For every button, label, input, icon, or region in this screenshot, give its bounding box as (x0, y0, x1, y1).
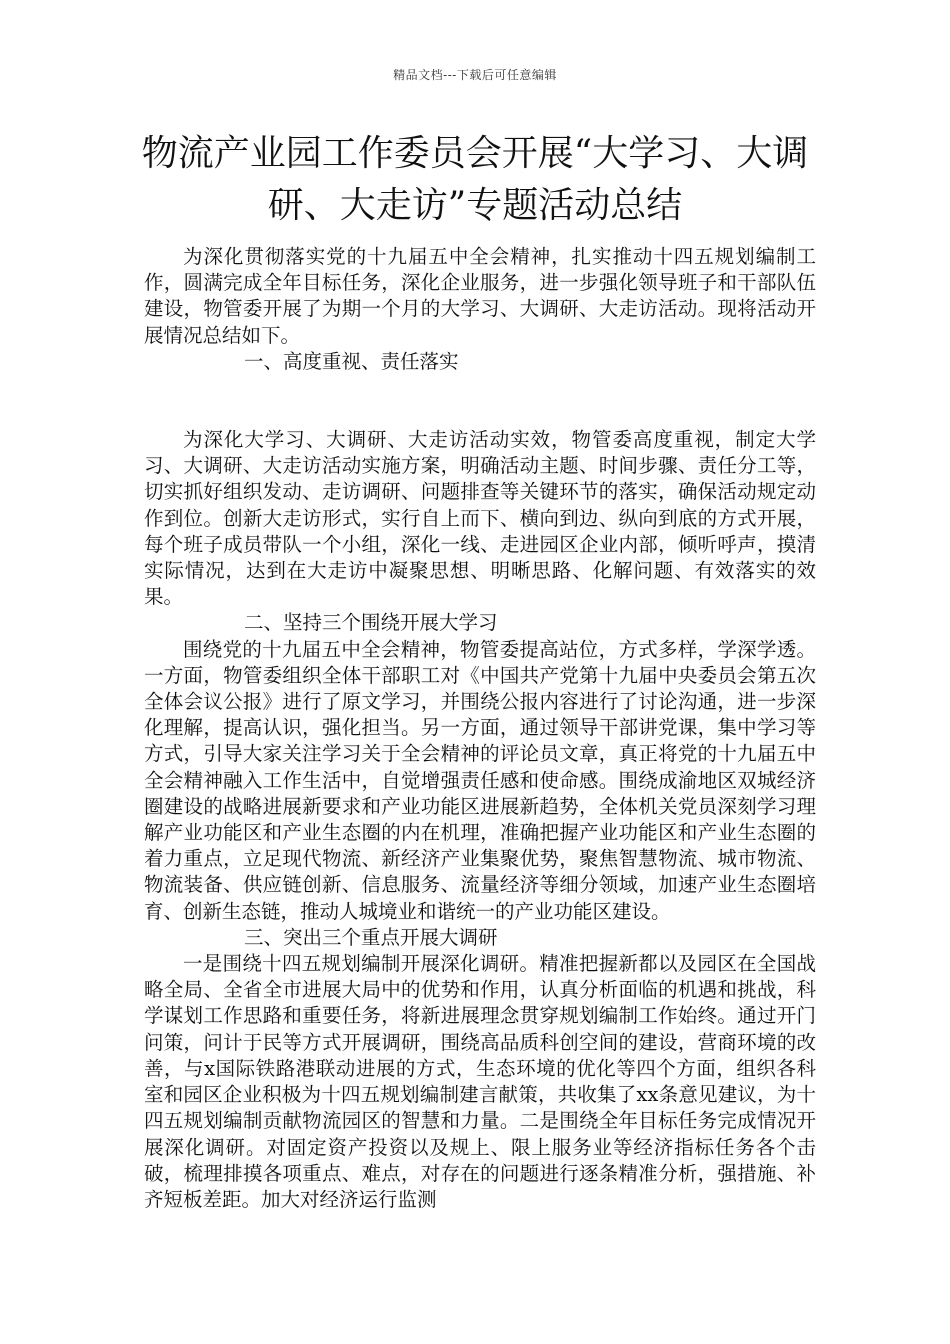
intro-paragraph: 为深化贯彻落实党的十九届五中全会精神，扎实推动十四五规划编制工作，圆满完成全年目标任务，深化企业服务，进一步强化领导班子和干部队伍建设，物管委开展了为期一个月的大学习、大调研、大走访活动。现将活动开展情况总结如下。 (144, 245, 816, 347)
section-3-heading: 三、突出三个重点开展大调研 (244, 925, 498, 949)
section-1-heading: 一、高度重视、责任落实 (244, 349, 459, 373)
header-note: 精品文档---下载后可任意编辑 (393, 68, 557, 82)
document-body (144, 244, 816, 1213)
section-3-paragraph: 一是围绕十四五规划编制开展深化调研。精准把握新都以及园区在全国战略全局、全省全市进展大局中的优势和作用，认真分析面临的机遇和挑战，科学谋划工作思路和重要任务，将新进展理念贯穿规划编制工作始终。通过开门问策，问计于民等方式开展调研，围绕高品质科创空间的建设，营商环境的改善，与x国际铁路港联动进展的方式，生态环境的优化等四个方面，组织各科室和园区企业积极为十四五规划编制建言献策，共收集了xx条意见建议，为十四五规划编制贡献物流园区的智慧和力量。二是围绕全年目标任务完成情况开展深化调研。对固定资产投资以及规上、限上服务业等经济指标任务各个击破，梳理排摸各项重点、难点，对存在的问题进行逐条精准分析，强措施、补齐短板差距。加大对经济运行监测 (144, 952, 816, 1211)
section-1-paragraph: 为深化大学习、大调研、大走访活动实效，物管委高度重视，制定大学习、大调研、大走访活动实施方案，明确活动主题、时间步骤、责任分工等，切实抓好组织发动、走访调研、问题排查等关键环节的落实，确保活动规定动作到位。创新大走访形式，实行自上而下、横向到边、纵向到底的方式开展，每个班子成员带队一个小组，深化一线、走进园区企业内部，倾听呼声，摸清实际情况，达到在大走访中凝聚思想、明晰思路、化解问题、有效落实的效果。 (144, 428, 816, 609)
document-title: 物流产业园工作委员会开展“大学习、大调研、大走访”专题活动总结 (141, 133, 809, 226)
blank-line (144, 375, 816, 427)
section-2-paragraph: 围绕党的十九届五中全会精神，物管委提高站位，方式多样，学深学透。一方面，物管委组织全体干部职工对《中国共产党第十九届中央委员会第五次全体会议公报》进行了原文学习，并围绕公报内容进行了讨论沟通，进一步深化理解，提高认识，强化担当。另一方面，通过领导干部讲党课，集中学习等方式，引导大家关注学习关于全会精神的评论员文章，真正将党的十九届五中全会精神融入工作生活中，自觉增强责任感和使命感。围绕成渝地区双城经济圈建设的战略进展新要求和产业功能区进展新趋势，全体机关党员深刻学习理解产业功能区和产业生态圈的内在机理，准确把握产业功能区和产业生态圈的着力重点，立足现代物流、新经济产业集聚优势，聚焦智慧物流、城市物流、物流装备、供应链创新、信息服务、流量经济等细分领域，加速产业生态圈培育、创新生态链，推动人城境业和谐统一的产业功能区建设。 (144, 637, 816, 923)
section-2-heading: 二、坚持三个围绕开展大学习 (244, 611, 498, 635)
